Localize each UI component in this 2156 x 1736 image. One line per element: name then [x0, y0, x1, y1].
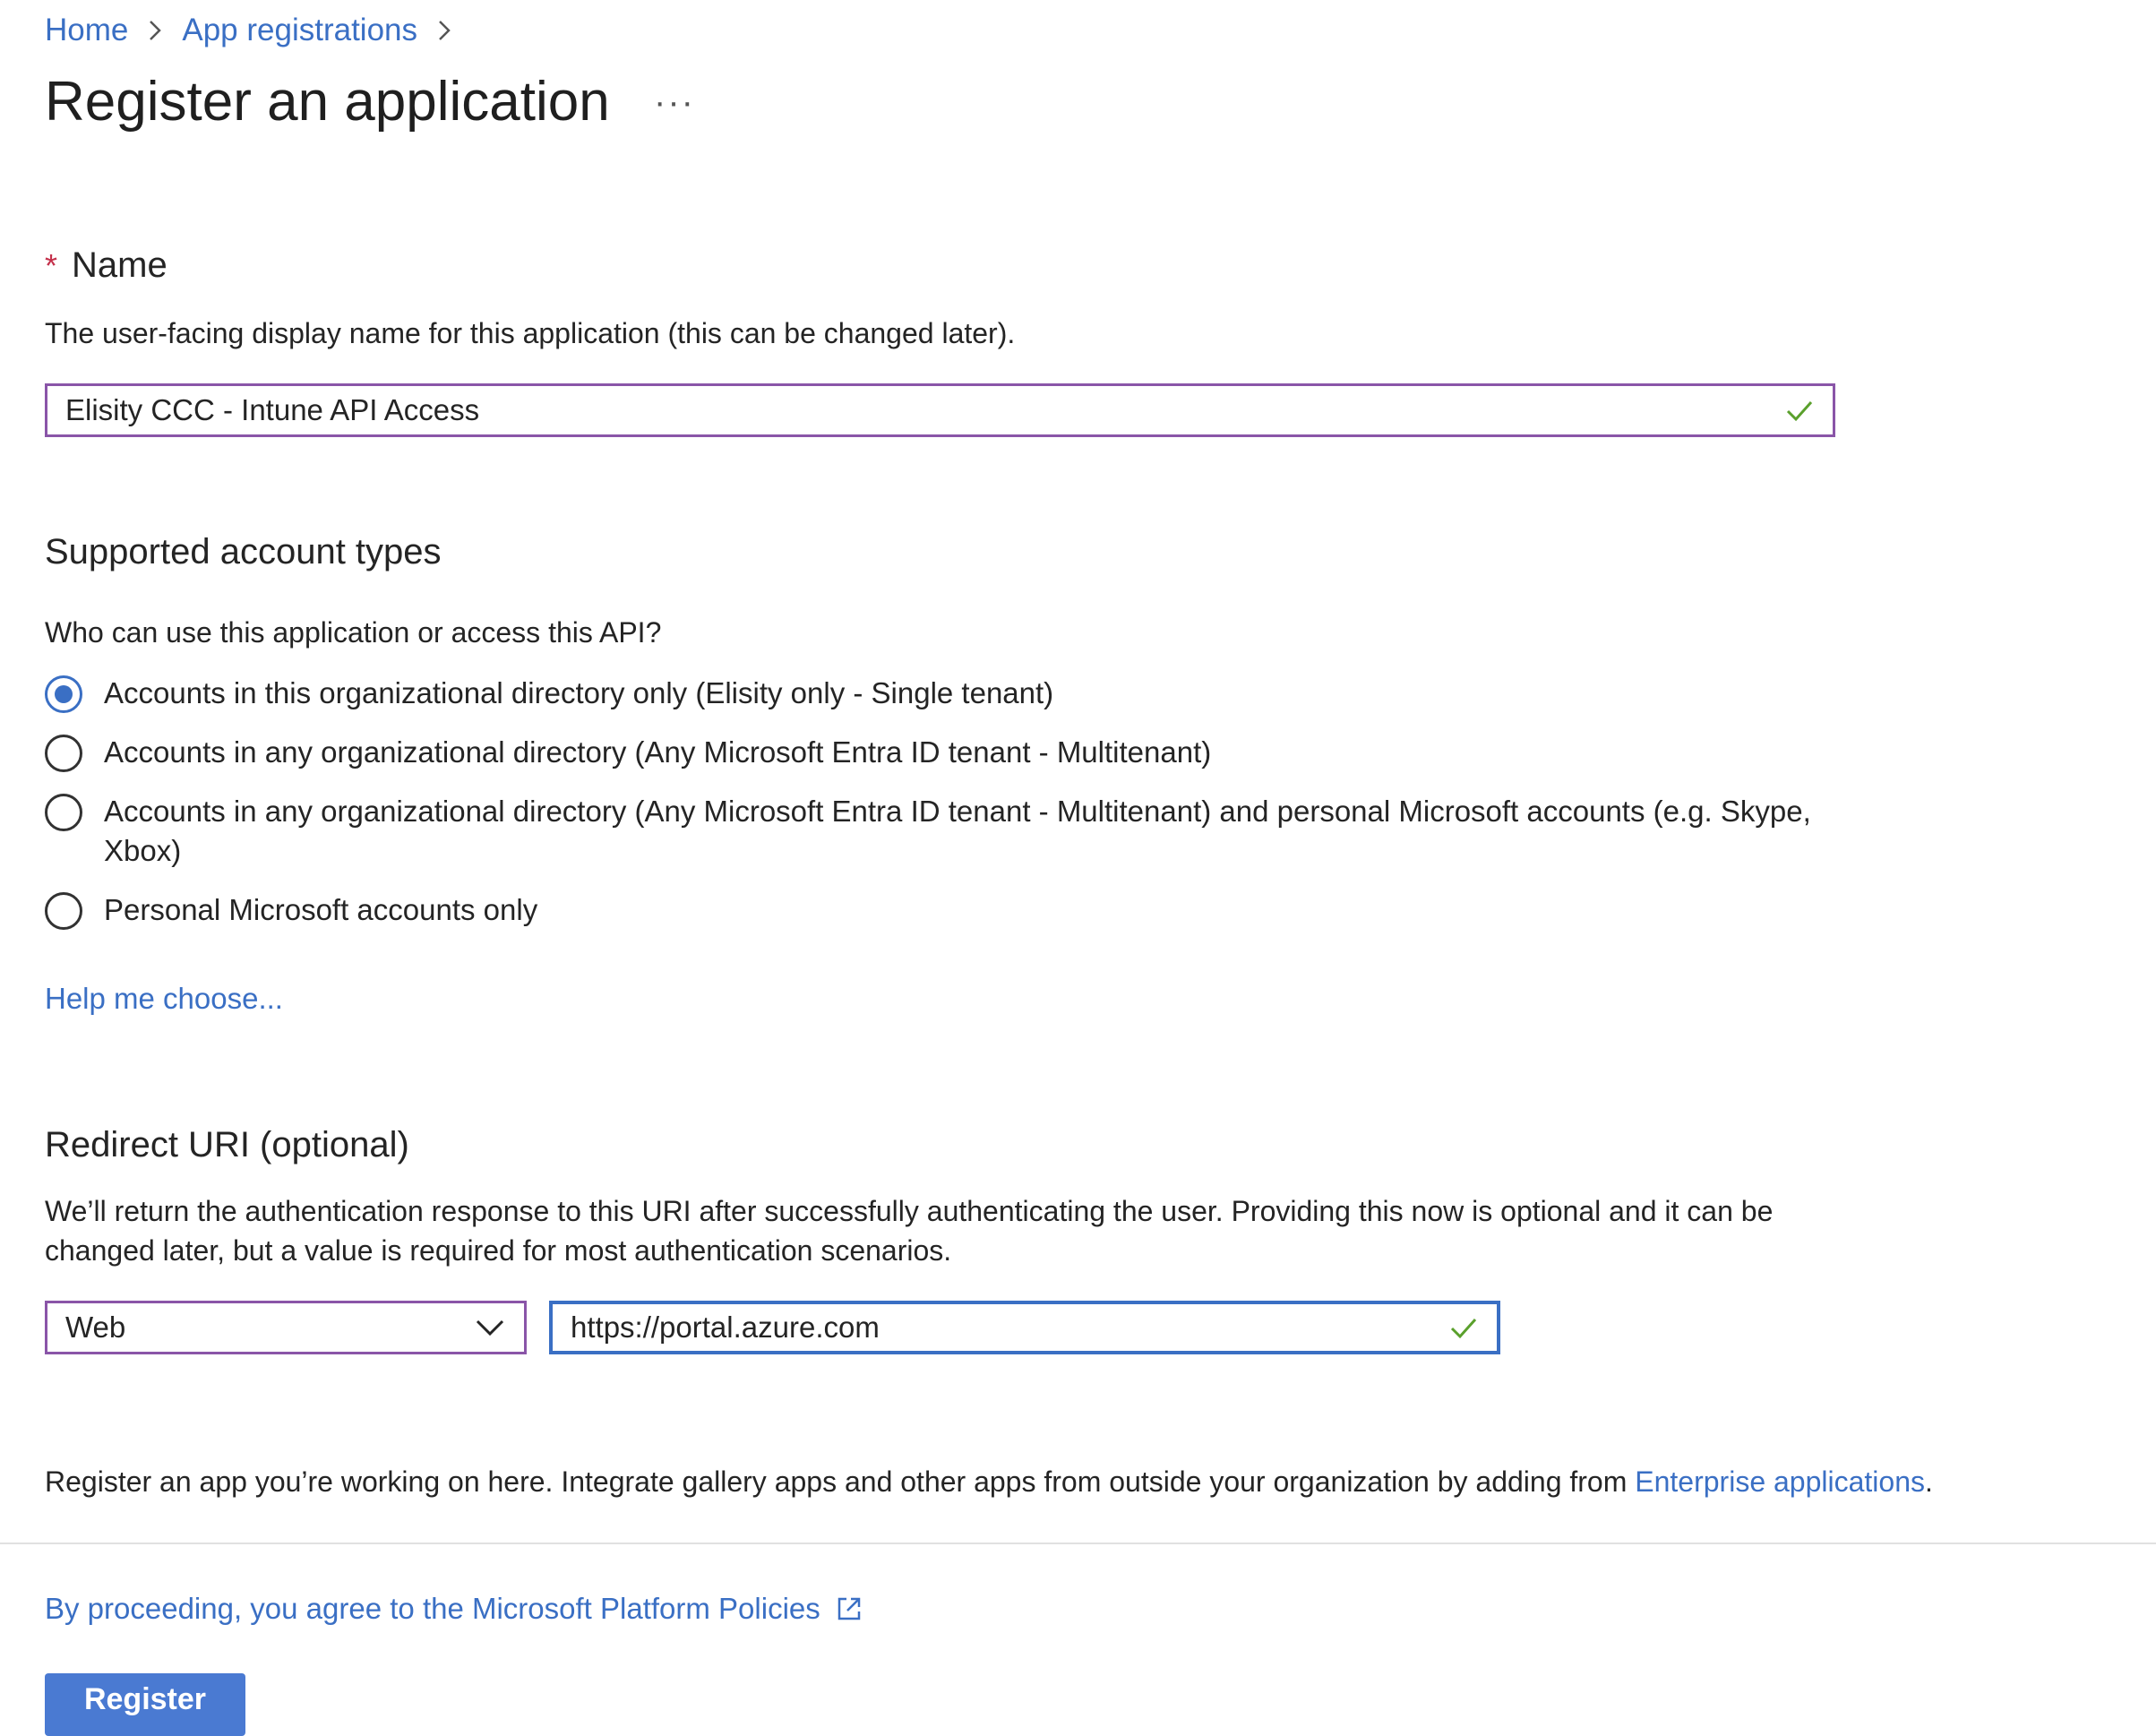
radio-button-selected[interactable]	[45, 675, 82, 713]
platform-policies-link[interactable]: By proceeding, you agree to the Microsoft Platform Policies	[45, 1592, 820, 1625]
breadcrumb	[45, 13, 471, 48]
redirect-uri-description: We’ll return the authentication response to this URI after successfully authenticating the user. Providing this now is optional and it can be changed later, but a value is required for most authentication scenarios.	[45, 1195, 1774, 1267]
radio-label: Accounts in any organizational directory (Any Microsoft Entra ID tenant - Multitenant) and personal Microsoft accounts (e.g. Skype, Xbox)	[104, 795, 1811, 867]
platform-policies[interactable]	[45, 1591, 867, 1627]
account-type-option-personal-only[interactable]	[45, 890, 1860, 930]
redirect-uri-input[interactable]	[549, 1301, 1500, 1354]
radio-button[interactable]	[45, 794, 82, 831]
checkmark-icon	[1784, 395, 1815, 425]
chevron-right-icon	[137, 13, 173, 48]
breadcrumb-home-link[interactable]: Home	[45, 13, 129, 47]
account-types-title: Supported account types	[45, 532, 442, 572]
radio-label: Personal Microsoft accounts only	[104, 893, 538, 926]
name-section-title	[45, 245, 167, 286]
account-types-question: Who can use this application or access this API?	[45, 616, 662, 649]
name-input[interactable]	[45, 383, 1835, 437]
name-input-value: Elisity CCC - Intune API Access	[65, 393, 480, 426]
divider	[0, 1543, 2156, 1544]
radio-label: Accounts in any organizational directory (Any Microsoft Entra ID tenant - Multitenant)	[104, 735, 1212, 769]
enterprise-applications-link[interactable]: Enterprise applications	[1635, 1465, 1925, 1498]
name-label: Name	[72, 245, 167, 285]
radio-label: Accounts in this organizational directory only (Elisity only - Single tenant)	[104, 676, 1054, 709]
help-me-choose-link[interactable]: Help me choose...	[45, 982, 283, 1015]
register-button[interactable]: Register	[45, 1673, 245, 1736]
breadcrumb-app-registrations-link[interactable]: App registrations	[182, 13, 418, 47]
chevron-right-icon	[426, 13, 462, 48]
name-description: The user-facing display name for this application (this can be changed later).	[45, 317, 1016, 349]
required-marker: *	[45, 247, 58, 284]
platform-select[interactable]	[45, 1301, 527, 1354]
platform-select-value: Web	[65, 1311, 126, 1344]
checkmark-icon	[1448, 1312, 1479, 1343]
footer-info-period: .	[1925, 1465, 1933, 1498]
chevron-down-icon	[472, 1310, 508, 1345]
more-options-button[interactable]: ···	[654, 82, 695, 122]
radio-button[interactable]	[45, 735, 82, 772]
redirect-uri-title: Redirect URI (optional)	[45, 1125, 409, 1164]
redirect-uri-input-value: https://portal.azure.com	[571, 1311, 880, 1344]
footer-info	[45, 1462, 1933, 1501]
external-link-icon	[831, 1591, 867, 1627]
account-type-option-single-tenant[interactable]	[45, 674, 1860, 713]
account-type-option-multitenant[interactable]	[45, 733, 1860, 772]
footer-info-text: Register an app you’re working on here. Integrate gallery apps and other apps from outside your organization by adding from	[45, 1465, 1636, 1498]
account-type-option-multitenant-personal[interactable]	[45, 792, 1860, 871]
radio-button[interactable]	[45, 892, 82, 930]
page-title: Register an application	[45, 71, 610, 133]
